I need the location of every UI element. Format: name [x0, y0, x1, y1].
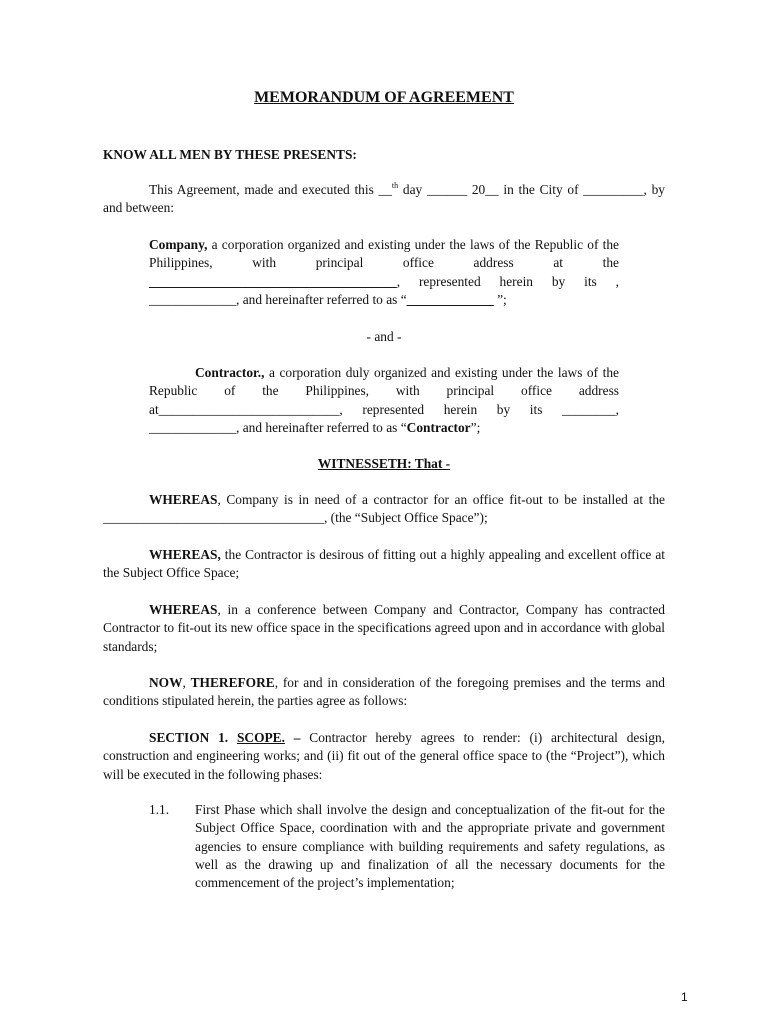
whereas-2-text: the Contractor is desirous of fitting out a highly appealing and excellent office at the Subject Office Space;: [103, 547, 665, 581]
contractor-text-b: ”;: [470, 419, 481, 435]
whereas-paragraph-2: [103, 546, 665, 583]
intro-text-a: This Agreement, made and executed this __: [149, 182, 392, 197]
item-1-1-text: First Phase which shall involve the design and conceptualization of the fit-out for the Subject Office Space, coordination with and the appropriate private and government agencies to ensure compliance with building requirements and safety regulations, as well as the drawing up and finalization of all the necessary documents for the commencement of the project’s implementation;: [195, 802, 665, 891]
document-title: MEMORANDUM OF AGREEMENT: [254, 89, 514, 106]
company-paragraph: [149, 236, 619, 309]
contractor-paragraph: [149, 364, 619, 437]
intro-paragraph: [103, 181, 665, 218]
now-keyword: NOW: [149, 675, 183, 690]
whereas-paragraph-1: [103, 491, 665, 528]
whereas-3-keyword: WHEREAS: [149, 602, 218, 617]
and-separator: - and -: [366, 329, 402, 344]
whereas-paragraph-3: [103, 601, 665, 656]
item-1-1-number: 1.1.: [149, 802, 170, 817]
whereas-3-text: , in a conference between Company and Contractor, Company has contracted Contractor to fit-out its new office space in the specifications agreed upon and in accordance with global standards;: [103, 602, 665, 654]
section-1-paragraph: [103, 729, 665, 784]
intro-sup: th: [391, 181, 399, 190]
section-1-text: Contractor hereby agrees to render: (i) architectural design, construction and engineering works; and (ii) fit out of the general office space to (the “Project”), which will be executed in the following phases:: [103, 730, 666, 782]
company-address-blank: _____________________________________: [149, 273, 397, 289]
witnesseth-heading: WITNESSETH: That -: [317, 456, 451, 471]
company-name: Company,: [149, 237, 208, 252]
company-text-b: , represented herein by its , _____________, and hereinafter referred to as “: [149, 273, 619, 307]
contractor-ref: Contractor: [406, 419, 471, 435]
company-text-a: a corporation organized and existing under the laws of the Republic of the Philippines, with principal office address at the: [149, 237, 619, 271]
company-ref-blank: _____________: [406, 291, 494, 307]
section-1-dash: –: [284, 730, 301, 745]
section-1-title: SCOPE.: [236, 730, 285, 745]
whereas-2-keyword: WHEREAS,: [149, 547, 221, 562]
therefore-keyword: THEREFORE: [190, 675, 275, 690]
section-1-label: SECTION 1.: [149, 730, 229, 745]
contractor-name: Contractor.,: [195, 365, 265, 380]
whereas-1-text: , Company is in need of a contractor for an office fit-out to be installed at the _________________________________, (the “Subject Office Space”);: [103, 492, 665, 526]
now-separator: ,: [182, 675, 191, 690]
page-number: 1: [681, 990, 688, 1004]
now-therefore-paragraph: [103, 674, 665, 711]
contractor-text-a: a corporation duly organized and existing under the laws of the Republic of the Philippines, with principal office address at___________________________, represented herein by its ________, _____________, and hereinafter referred to as “: [149, 365, 619, 435]
intro-text-b: day ______ 20__ in the City of _________, by and between:: [103, 182, 665, 216]
now-therefore-text: , for and in consideration of the foregoing premises and the terms and conditions stipulated herein, the parties agree as follows:: [103, 675, 665, 709]
company-text-c: ”;: [493, 291, 507, 307]
whereas-1-keyword: WHEREAS: [149, 492, 218, 507]
preamble-heading: KNOW ALL MEN BY THESE PRESENTS:: [103, 147, 357, 162]
